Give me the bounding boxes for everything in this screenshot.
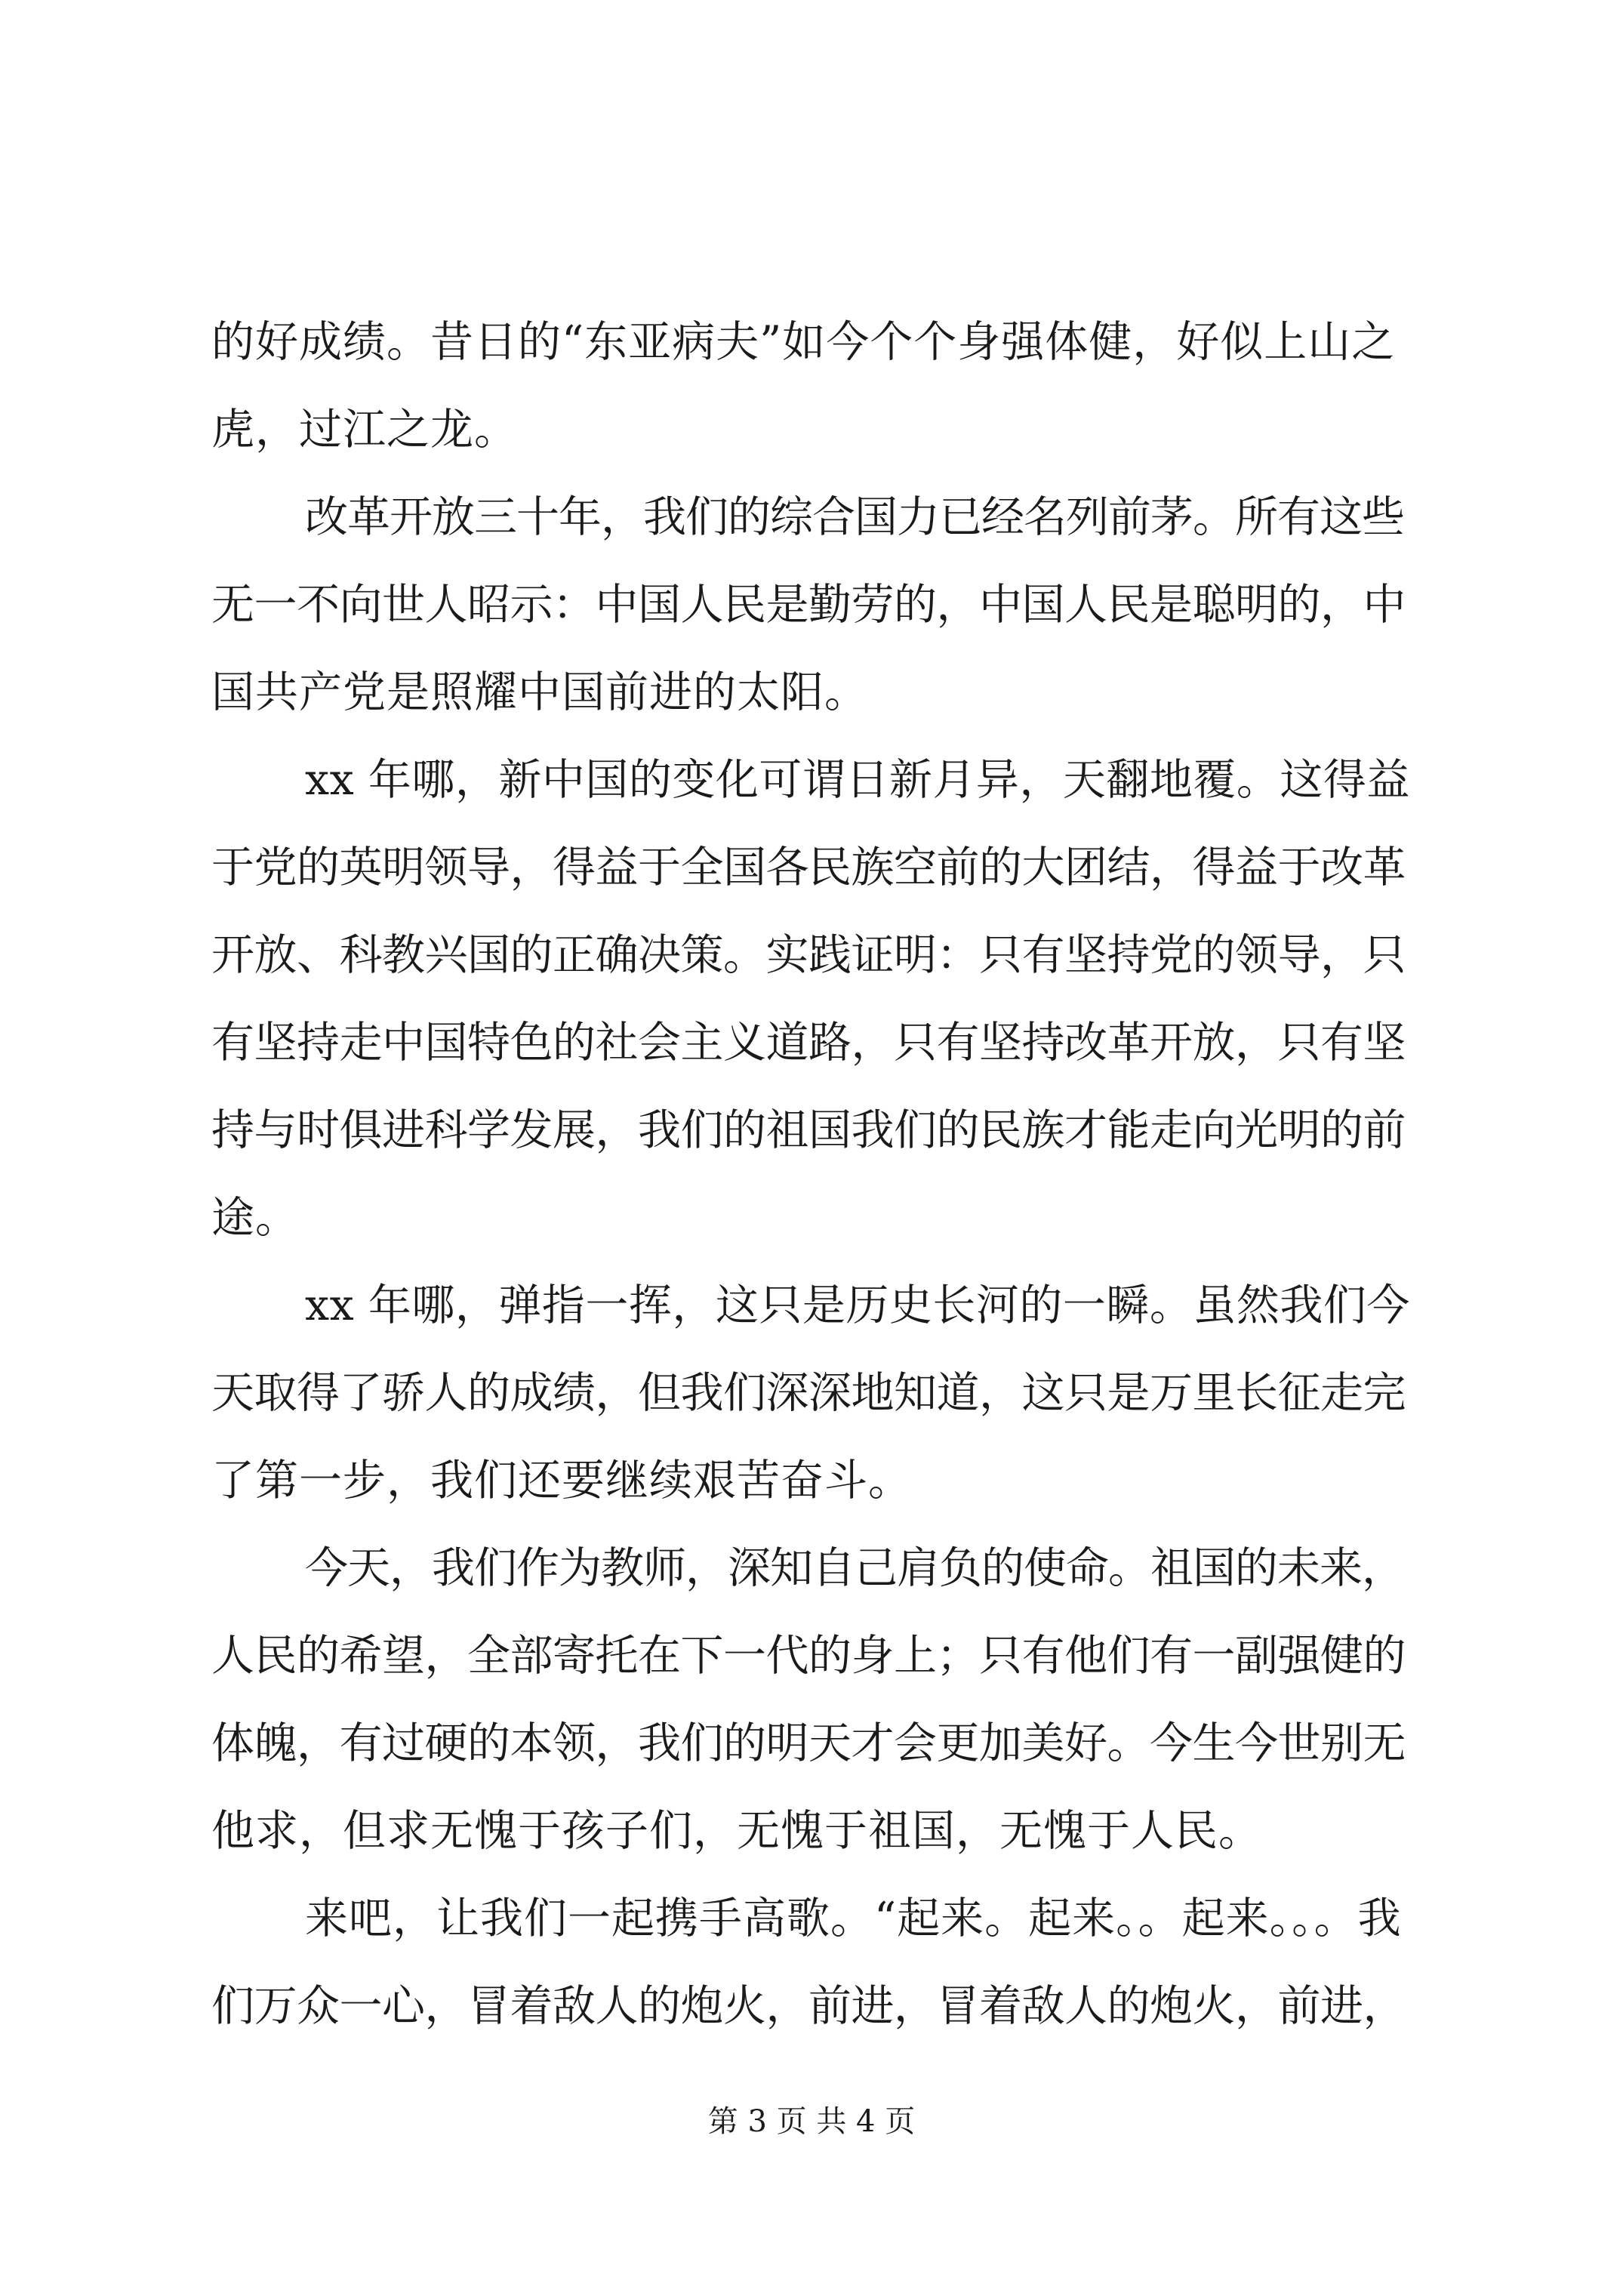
text-line: 虎，过江之龙。 — [211, 405, 518, 455]
text-line: 人民的希望，全部寄托在下一代的身上；只有他们有一副强健的 — [211, 1631, 1406, 1681]
text-line: 开放、科教兴国的正确决策。实践证明：只有坚持党的领导，只 — [211, 930, 1406, 980]
text-line: 体魄，有过硬的本领，我们的明天才会更加美好。今生今世别无 — [211, 1718, 1406, 1768]
text-line: 于党的英明领导，得益于全国各民族空前的大团结，得益于改革 — [211, 843, 1406, 892]
text-line: 们万众一心，冒着敌人的炮火，前进，冒着敌人的炮火，前进， — [211, 1981, 1406, 2031]
page-number-footer: 第 3 页 共 4 页 — [707, 2104, 916, 2139]
text-line: 有坚持走中国特色的社会主义道路，只有坚持改革开放，只有坚 — [211, 1018, 1406, 1068]
paragraph-start-line: xx 年哪，新中国的变化可谓日新月异，天翻地覆。这得益 — [305, 755, 1410, 805]
text-line: 的好成绩。昔日的“东亚病夫”如今个个身强体健，好似上山之 — [211, 317, 1396, 367]
text-line: 了第一步，我们还要继续艰苦奋斗。 — [211, 1456, 912, 1505]
text-line: 天取得了骄人的成绩，但我们深深地知道，这只是万里长征走完 — [211, 1368, 1406, 1418]
text-line: 无一不向世人昭示：中国人民是勤劳的，中国人民是聪明的，中 — [211, 580, 1406, 630]
text-line: 持与时俱进科学发展，我们的祖国我们的民族才能走向光明的前 — [211, 1105, 1406, 1155]
paragraph-start-line: xx 年哪，弹指一挥，这只是历史长河的一瞬。虽然我们今 — [305, 1281, 1410, 1330]
text-line: 途。 — [211, 1193, 299, 1243]
paragraph-start-line: 今天，我们作为教师，深知自己肩负的使命。祖国的未来， — [305, 1543, 1404, 1593]
paragraph-start-line: 来吧，让我们一起携手高歌。“起来。起来。。起来。。。我 — [305, 1894, 1402, 1943]
text-line: 国共产党是照耀中国前进的太阳。 — [211, 667, 868, 717]
document-body — [211, 298, 1412, 2050]
text-line: 他求，但求无愧于孩子们，无愧于祖国，无愧于人民。 — [211, 1806, 1262, 1856]
paragraph-start-line: 改革开放三十年，我们的综合国力已经名列前茅。所有这些 — [305, 492, 1404, 542]
